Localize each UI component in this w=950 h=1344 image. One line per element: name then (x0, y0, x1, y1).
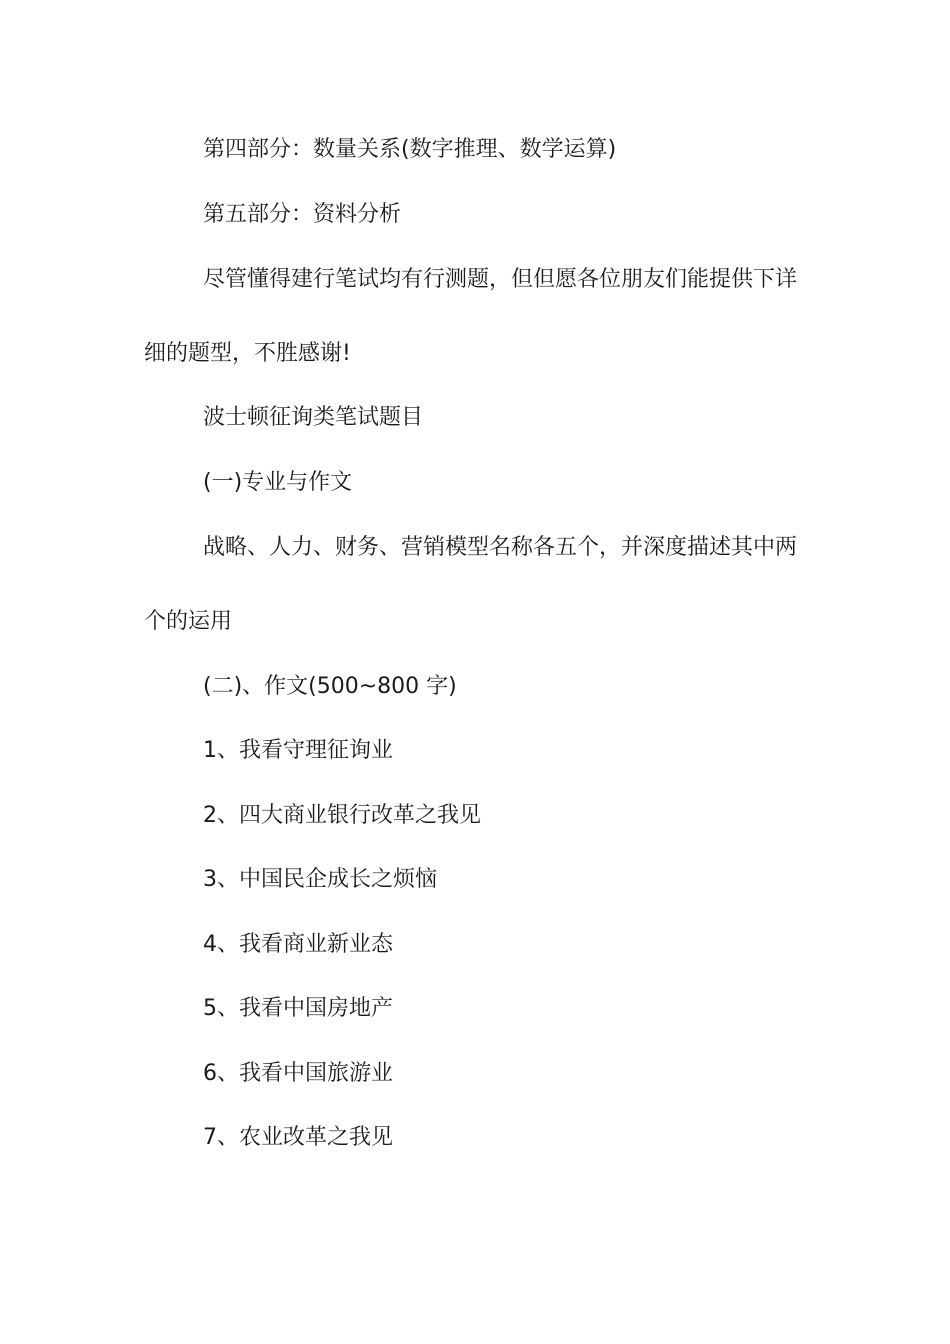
essay-topic-5: 5、我看中国房地产 (203, 996, 393, 1021)
part-five-heading: 第五部分：资料分析 (203, 202, 402, 227)
subsection-two-heading: (二)、作文(500~800 字) (203, 674, 457, 699)
essay-topic-3: 3、中国民企成长之烦恼 (203, 867, 437, 892)
essay-topic-6: 6、我看中国旅游业 (203, 1061, 393, 1086)
section-title: 波士顿征询类笔试题目 (203, 405, 424, 430)
question-line-1: 战略、人力、财务、营销模型名称各五个，并深度描述其中两 (203, 535, 798, 560)
essay-topic-4: 4、我看商业新业态 (203, 932, 393, 957)
part-four-heading: 第四部分：数量关系(数字推理、数学运算) (203, 137, 617, 162)
essay-topic-1: 1、我看守理征询业 (203, 738, 393, 763)
question-line-2: 个的运用 (144, 609, 233, 634)
subsection-one-heading: (一)专业与作文 (203, 470, 353, 495)
essay-topic-2: 2、四大商业银行改革之我见 (203, 803, 481, 828)
paragraph-line-1: 尽管懂得建行笔试均有行测题，但但愿各位朋友们能提供下详 (203, 267, 798, 292)
paragraph-line-2: 细的题型，不胜感谢! (144, 341, 351, 366)
essay-topic-7: 7、农业改革之我见 (203, 1125, 393, 1150)
